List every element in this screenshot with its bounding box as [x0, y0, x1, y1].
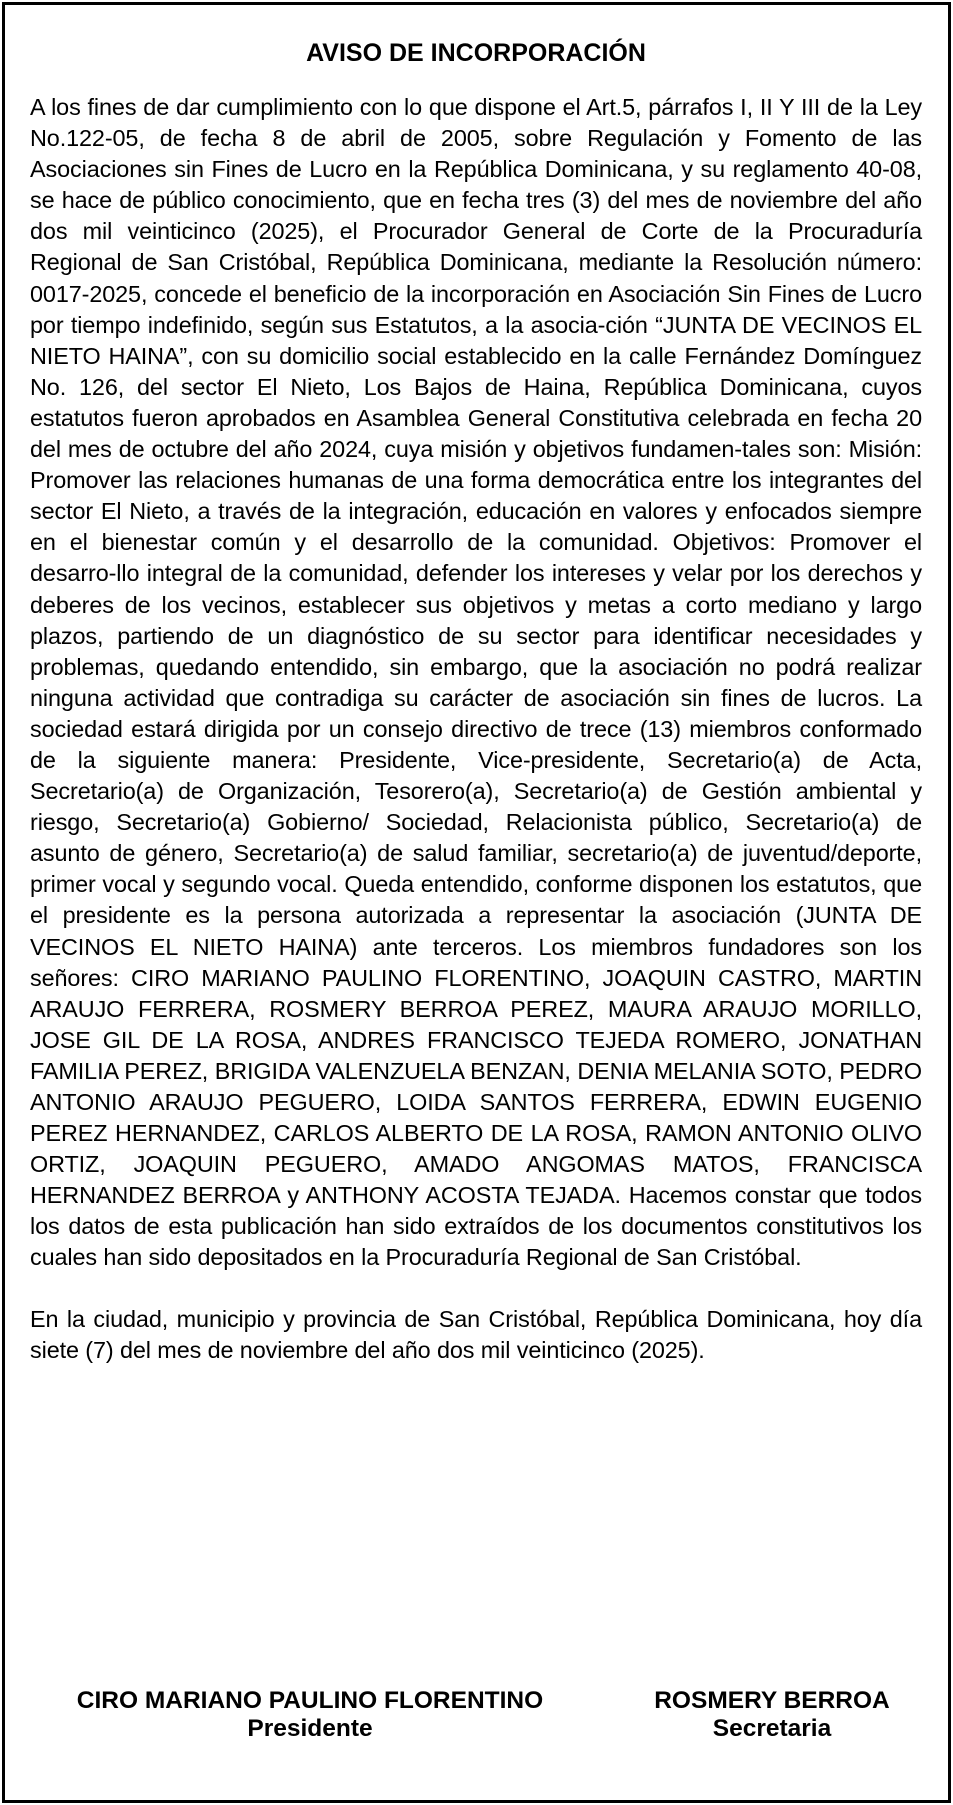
signature-block	[30, 1687, 922, 1743]
signature-role: Secretaria	[712, 1715, 832, 1742]
signature-role: Presidente	[247, 1715, 373, 1742]
signature-name: CIRO MARIANO PAULINO FLORENTINO	[76, 1687, 544, 1714]
notice-title: AVISO DE INCORPORACIÓN	[306, 39, 646, 67]
signature-name: ROSMERY BERROA	[654, 1687, 890, 1714]
notice-content	[30, 38, 922, 1742]
signature-president	[30, 1687, 590, 1743]
notice-body: A los fines de dar cumplimiento con lo que dispone el Art.5, párrafos I, II Y III de la Ley No.122-05, de fecha 8 de abril de 2005, sobre Regulación y Fomento de las Asociaciones sin Fines de Lucro en la República Dominicana, y su reglamento 40-08, se hace de público conocimiento, que en fecha tres (3) del mes de noviembre del año dos mil veinticinco (2025), el Procurador General de Corte de la Procuraduría Regional de San Cristóbal, República Dominicana, mediante la Resolución número: 0017-2025, concede el beneficio de la incorporación en Asociación Sin Fines de Lucro por tiempo indefinido, según sus Estatutos, a la asocia-ción “JUNTA DE VECINOS EL NIETO HAINA”, con su domicilio social establecido en la calle Fernández Domínguez No. 126, del sector El Nieto, Los Bajos de Haina, República Dominicana, cuyos estatutos fueron aprobados en Asamblea General Constitutiva celebrada en fecha 20 del mes de octubre del año 2024, cuya misión y objetivos fundamen-tales son: Misión: Promover las relaciones humanas de una forma democrática entre los integrantes del sector El Nieto, a través de la integración, educación en valores y enfocados siempre en el bienestar común y el desarrollo de la comunidad. Objetivos: Promover el desarro-llo integral de la comunidad, defender los intereses y velar por los derechos y deberes de los vecinos, establecer sus objetivos y metas a corto mediano y largo plazos, partiendo de un diagnóstico de su sector para identificar necesidades y problemas, quedando entendido, sin embargo, que la asociación no podrá realizar ninguna actividad que contradiga su carácter de asociación sin fines de lucros. La sociedad estará dirigida por un consejo directivo de trece (13) miembros conformado de la siguiente manera: Presidente, Vice-presidente, Secretario(a) de Acta, Secretario(a) de Organización, Tesorero(a), Secretario(a) de Gestión ambiental y riesgo, Secretario(a) Gobierno/ Sociedad, Relacionista público, Secretario(a) de asunto de género, Secretario(a) de salud familiar, secretario(a) de juventud/deporte, primer vocal y segundo vocal. Queda entendido, conforme disponen los estatutos, que el presidente es la persona autorizada a representar la asociación (JUNTA DE VECINOS EL NIETO HAINA) ante terceros. Los miembros fundadores son los señores: CIRO MARIANO PAULINO FLORENTINO, JOAQUIN CASTRO, MARTIN ARAUJO FERRERA, ROSMERY BERROA PEREZ, MAURA ARAUJO MORILLO, JOSE GIL DE LA ROSA, ANDRES FRANCISCO TEJEDA ROMERO, JONATHAN FAMILIA PEREZ, BRIGIDA VALENZUELA BENZAN, DENIA MELANIA SOTO, PEDRO ANTONIO ARAUJO PEGUERO, LOIDA SANTOS FERRERA, EDWIN EUGENIO PEREZ HERNANDEZ, CARLOS ALBERTO DE LA ROSA, RAMON ANTONIO OLIVO ORTIZ, JOAQUIN PEGUERO, AMADO ANGOMAS MATOS, FRANCISCA HERNANDEZ BERROA y ANTHONY ACOSTA TEJADA. Hacemos constar que todos los datos de esta publicación han sido extraídos de los documentos constitutivos los cuales han sido depositados en la Procuraduría Regional de San Cristóbal.	[30, 94, 922, 1271]
notice-closing: En la ciudad, municipio y provincia de San Cristóbal, República Dominicana, hoy día siete (7) del mes de noviembre del año dos mil veinticinco (2025).	[30, 1305, 922, 1363]
signature-secretary	[622, 1687, 922, 1743]
